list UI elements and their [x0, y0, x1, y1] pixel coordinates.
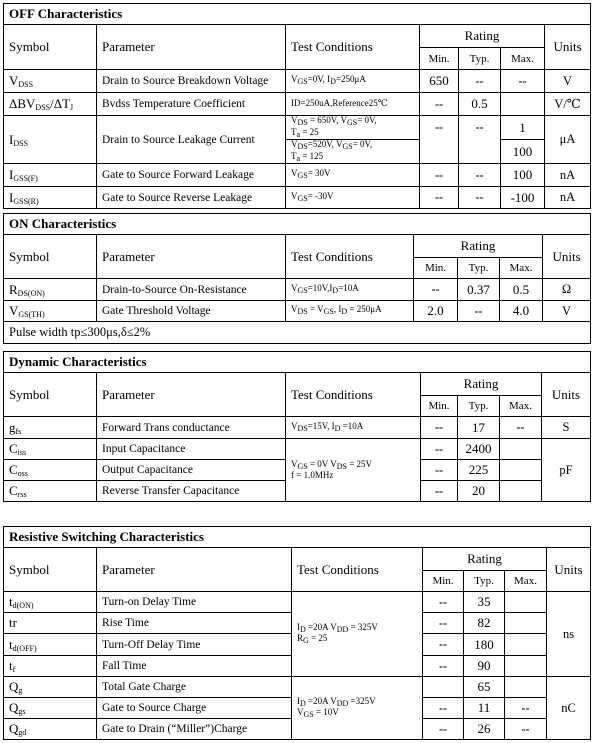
condition-cell: $V_{DS} = 650V$, $V_{GS}= 0V$, $T_a = 25$ — [286, 116, 420, 140]
parameter-cell: Forward Trans conductance — [97, 417, 286, 439]
typ-cell: 90 — [464, 656, 505, 677]
header-units: Units — [547, 548, 591, 592]
unit-cell: Ω — [543, 279, 591, 301]
min-cell: 2.0 — [414, 301, 458, 322]
condition-cell: $V_{DS}=15V$, $I_D =10A$ — [286, 417, 421, 439]
typ-cell: -- — [458, 301, 500, 322]
typ-cell: 17 — [458, 417, 500, 439]
table-row — [4, 279, 591, 301]
header-symbol: Symbol — [4, 25, 97, 70]
header-min: Min. — [423, 571, 464, 592]
max-cell — [500, 439, 542, 460]
max-cell: -- — [505, 719, 547, 740]
header-units: Units — [542, 373, 591, 417]
max-cell: -- — [501, 70, 545, 93]
symbol-cell: $I_{GSS(R)}$ — [4, 187, 97, 209]
header-max: Max. — [505, 571, 547, 592]
table-row — [4, 187, 591, 209]
max-cell: 1 — [501, 116, 545, 140]
symbol-cell: $I_{GSS(F)}$ — [4, 164, 97, 187]
parameter-cell: Drain to Source Breakdown Voltage — [97, 70, 286, 93]
parameter-cell: Gate to Source Reverse Leakage — [97, 187, 286, 209]
symbol-cell: $Q_g$ — [4, 677, 97, 698]
header-typ: Typ. — [458, 396, 500, 417]
parameter-cell: Bvdss Temperature Coefficient — [97, 93, 286, 116]
parameter-cell: Reverse Transfer Capacitance — [97, 481, 286, 502]
header-symbol: Symbol — [4, 235, 97, 279]
table-row — [4, 93, 591, 116]
section-title: Dynamic Characteristics — [4, 352, 591, 373]
min-cell: -- — [420, 187, 459, 209]
unit-cell: nA — [545, 187, 591, 209]
min-cell — [423, 677, 464, 698]
min-cell: -- — [421, 460, 458, 481]
parameter-cell: Gate to Source Charge — [97, 698, 292, 719]
section-title: ON Characteristics — [4, 214, 591, 235]
min-cell: -- — [423, 613, 464, 634]
unit-cell: μA — [545, 116, 591, 164]
max-cell: -100 — [501, 187, 545, 209]
symbol-cell: $t_{d(ON)}$ — [4, 592, 97, 613]
typ-cell: -- — [459, 70, 501, 93]
condition-cell: $I_D =20A$ $V_{DD} = 325V$ $R_G = 25$ — [292, 592, 423, 677]
condition-cell: $I_D =20A$ $V_{DD} =325V$ $V_{GS} = 10V$ — [292, 677, 423, 740]
table-row — [4, 116, 591, 140]
min-cell: -- — [421, 481, 458, 502]
min-cell: -- — [421, 417, 458, 439]
min-cell: -- — [414, 279, 458, 301]
unit-cell: pF — [542, 439, 591, 502]
condition-cell: ID=250uA,Reference25℃ — [286, 93, 420, 116]
symbol-cell: $\Delta BV_{DSS}/\Delta T_J$ — [4, 93, 97, 116]
parameter-cell: Gate Threshold Voltage — [97, 301, 286, 322]
header-units: Units — [545, 25, 591, 70]
typ-cell: 0.5 — [459, 93, 501, 116]
min-cell: 650 — [420, 70, 459, 93]
symbol-cell: $t_f$ — [4, 656, 97, 677]
header-max: Max. — [500, 396, 542, 417]
parameter-cell: Output Capacitance — [97, 460, 286, 481]
max-cell — [500, 460, 542, 481]
table-row — [4, 439, 591, 460]
table-row — [4, 70, 591, 93]
parameter-cell: Gate to Drain (“Miller”)Charge — [97, 719, 292, 740]
header-symbol: Symbol — [4, 548, 97, 592]
header-max: Max. — [501, 48, 545, 70]
symbol-cell: $R_{DS(ON)}$ — [4, 279, 97, 301]
header-test-conditions: Test Conditions — [292, 548, 423, 592]
min-cell: -- — [421, 439, 458, 460]
unit-cell: nA — [545, 164, 591, 187]
typ-cell: -- — [459, 164, 501, 187]
typ-cell: 20 — [458, 481, 500, 502]
symbol-cell: $g_{fs}$ — [4, 417, 97, 439]
header-min: Min. — [421, 396, 458, 417]
max-cell: 100 — [501, 140, 545, 164]
condition-cell: $V_{GS}=0V$, $I_D=250\mu A$ — [286, 70, 420, 93]
condition-cell: $V_{DS}=520V$, $V_{GS}= 0V$, $T_a = 125$ — [286, 140, 420, 164]
condition-cell: $V_{DS} = V_{GS}$, $I_D = 250\mu A$ — [286, 301, 414, 322]
parameter-cell: Turn-Off Delay Time — [97, 634, 292, 656]
header-typ: Typ. — [464, 571, 505, 592]
header-rating: Rating — [421, 373, 542, 396]
symbol-cell: $V_{GS(TH)}$ — [4, 301, 97, 322]
min-cell: -- — [423, 656, 464, 677]
table-row — [4, 677, 591, 698]
header-min: Min. — [414, 258, 458, 279]
switching-characteristics-table — [3, 526, 591, 740]
parameter-cell: Drain to Source Leakage Current — [97, 116, 286, 164]
max-cell: 100 — [501, 164, 545, 187]
parameter-cell: Input Capacitance — [97, 439, 286, 460]
header-typ: Typ. — [459, 48, 501, 70]
typ-cell: 11 — [464, 698, 505, 719]
unit-cell: V — [543, 301, 591, 322]
max-cell: 0.5 — [500, 279, 543, 301]
parameter-cell: Total Gate Charge — [97, 677, 292, 698]
table-row — [4, 301, 591, 322]
unit-cell: ns — [547, 592, 591, 677]
parameter-cell: Turn-on Delay Time — [97, 592, 292, 613]
table-row — [4, 164, 591, 187]
unit-cell: S — [542, 417, 591, 439]
symbol-cell: $C_{iss}$ — [4, 439, 97, 460]
max-cell — [505, 592, 547, 613]
min-cell: -- — [423, 592, 464, 613]
header-parameter: Parameter — [97, 235, 286, 279]
typ-cell: -- — [459, 187, 501, 209]
section-title: OFF Characteristics — [4, 4, 591, 25]
typ-cell: 35 — [464, 592, 505, 613]
max-cell — [505, 634, 547, 656]
table-row — [4, 592, 591, 613]
table-row — [4, 417, 591, 439]
typ-cell: 180 — [464, 634, 505, 656]
symbol-cell: $V_{DSS}$ — [4, 70, 97, 93]
header-rating: Rating — [423, 548, 547, 571]
header-test-conditions: Test Conditions — [286, 373, 421, 417]
section-title: Resistive Switching Characteristics — [4, 527, 591, 548]
header-max: Max. — [500, 258, 543, 279]
max-cell: 4.0 — [500, 301, 543, 322]
header-test-conditions: Test Conditions — [286, 25, 420, 70]
dynamic-characteristics-table — [3, 351, 591, 502]
parameter-cell: Rise Time — [97, 613, 292, 634]
off-characteristics-table — [3, 3, 591, 209]
max-cell: -- — [500, 417, 542, 439]
symbol-cell: $Q_{gs}$ — [4, 698, 97, 719]
condition-cell: $V_{GS} = 0V$ $V_{DS} = 25V$ f = 1.0MHz — [286, 439, 421, 502]
min-cell: -- — [423, 698, 464, 719]
typ-cell: 65 — [464, 677, 505, 698]
header-parameter: Parameter — [97, 25, 286, 70]
min-cell: -- — [420, 116, 459, 164]
pulse-width-note: Pulse width tp≤300μs,δ≤2% — [4, 322, 591, 344]
typ-cell: 2400 — [458, 439, 500, 460]
unit-cell: V/℃ — [545, 93, 591, 116]
typ-cell: 26 — [464, 719, 505, 740]
symbol-cell: $C_{rss}$ — [4, 481, 97, 502]
condition-cell: $V_{GS}= -30V$ — [286, 187, 420, 209]
typ-cell: 0.37 — [458, 279, 500, 301]
header-symbol: Symbol — [4, 373, 97, 417]
header-parameter: Parameter — [97, 373, 286, 417]
min-cell: -- — [420, 164, 459, 187]
unit-cell: V — [545, 70, 591, 93]
max-cell: -- — [505, 698, 547, 719]
condition-cell: $V_{GS}=10V,I_D=10A$ — [286, 279, 414, 301]
typ-cell: -- — [459, 116, 501, 164]
unit-cell: nC — [547, 677, 591, 740]
parameter-cell: Gate to Source Forward Leakage — [97, 164, 286, 187]
symbol-cell: tr — [4, 613, 97, 634]
min-cell: -- — [423, 719, 464, 740]
header-min: Min. — [420, 48, 459, 70]
max-cell — [505, 613, 547, 634]
condition-cell: $V_{GS}= 30V$ — [286, 164, 420, 187]
typ-cell: 82 — [464, 613, 505, 634]
typ-cell: 225 — [458, 460, 500, 481]
symbol-cell: $I_{DSS}$ — [4, 116, 97, 164]
header-typ: Typ. — [458, 258, 500, 279]
on-characteristics-table — [3, 213, 591, 344]
min-cell: -- — [423, 634, 464, 656]
header-test-conditions: Test Conditions — [286, 235, 414, 279]
header-rating: Rating — [420, 25, 545, 48]
header-rating: Rating — [414, 235, 543, 258]
parameter-cell: Fall Time — [97, 656, 292, 677]
header-units: Units — [543, 235, 591, 279]
header-parameter: Parameter — [97, 548, 292, 592]
max-cell — [501, 93, 545, 116]
min-cell: -- — [420, 93, 459, 116]
max-cell — [505, 677, 547, 698]
symbol-cell: $Q_{gd}$ — [4, 719, 97, 740]
max-cell — [505, 656, 547, 677]
symbol-cell: $t_{d(OFF)}$ — [4, 634, 97, 656]
parameter-cell: Drain-to-Source On-Resistance — [97, 279, 286, 301]
max-cell — [500, 481, 542, 502]
symbol-cell: $C_{oss}$ — [4, 460, 97, 481]
